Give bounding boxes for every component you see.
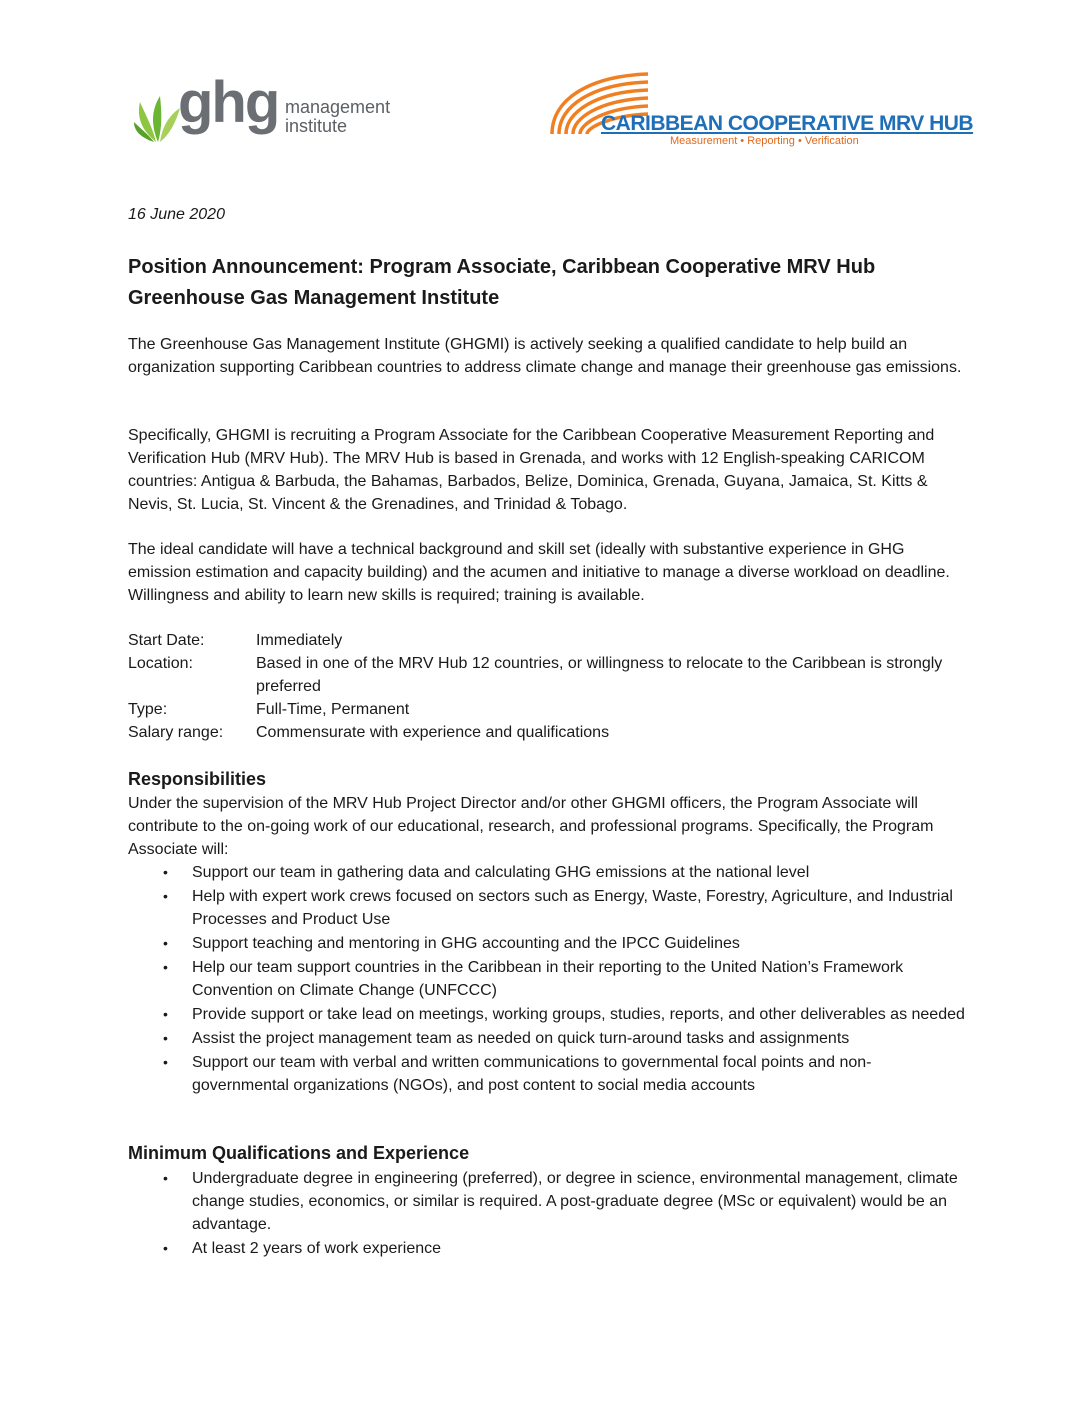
detail-label: Type: [128, 701, 168, 718]
ghg-logo-subtitle-line2: institute [285, 116, 348, 136]
detail-value: Commensurate with experience and qualifications [256, 724, 610, 741]
intro-paragraph: The Greenhouse Gas Management Institute (GHGMI) is actively seeking a qualified candidate to help build an organization supporting Caribbean countries to address climate change and manage their greenhouse gas emissions. [128, 336, 962, 376]
document-date: 16 June 2020 [128, 206, 225, 223]
leaf-icon [134, 92, 182, 144]
list-item [128, 956, 968, 1002]
list-item-text: Help our team support countries in the Caribbean in their reporting to the United Nation’s Framework Convention on Climate Change (UNFCCC) [192, 959, 904, 999]
list-item-text: Support our team with verbal and written communications to governmental focal points and non-governmental organizations (NGOs), and post content to social media accounts [192, 1054, 872, 1094]
candidate-paragraph: The ideal candidate will have a technical background and skill set (ideally with substantive experience in GHG emission estimation and capacity building) and the acumen and initiative to manage a diverse workload on deadline. Willingness and ability to learn new skills is required; training is available. [128, 541, 950, 604]
ghg-logo [134, 70, 404, 152]
detail-row-salary [128, 721, 968, 744]
list-item-text: Support our team in gathering data and calculating GHG emissions at the national level [192, 864, 810, 881]
responsibilities-intro: Under the supervision of the MRV Hub Project Director and/or other GHGMI officers, the Program Associate will contribute to the on-going work of our educational, research, and professional programs. Specifically, the Program Associate will: [128, 795, 934, 858]
bullet-icon: • [163, 935, 168, 951]
responsibilities-heading: Responsibilities [128, 769, 267, 789]
list-item [128, 932, 968, 955]
hub-paragraph: Specifically, GHGMI is recruiting a Program Associate for the Caribbean Cooperative Measurement Reporting and Verification Hub (MRV Hub). The MRV Hub is based in Grenada, and works with 12 English-speaking CARICOM countries: Antigua & Barbuda, the Bahamas, Barbados, Belize, Dominica, Grenada, Guyana, Jamaica, St. Kitts & Nevis, St. Lucia, St. Vincent & the Grenadines, and Trinidad & Tobago. [128, 427, 935, 513]
bullet-icon: • [163, 959, 168, 975]
ghg-logo-word: ghg [178, 70, 279, 135]
position-details [128, 629, 968, 744]
list-item-text: Help with expert work crews focused on sectors such as Energy, Waste, Forestry, Agriculture, and Industrial Processes and Product Use [192, 888, 953, 928]
list-item [128, 1003, 968, 1026]
list-item [128, 1237, 968, 1260]
detail-label: Salary range: [128, 724, 224, 741]
bullet-icon: • [163, 1170, 168, 1186]
detail-row-start-date [128, 629, 968, 652]
list-item [128, 861, 968, 884]
list-item-text: Undergraduate degree in engineering (preferred), or degree in science, environmental management, climate change studies, economics, or similar is required. A post-graduate degree (MSc or equivalent) would be an advantage. [192, 1170, 958, 1233]
list-item-text: Provide support or take lead on meetings, working groups, studies, reports, and other deliverables as needed [192, 1006, 965, 1023]
ghg-logo-subtitle-line1: management [285, 97, 391, 117]
mrv-hub-logo-tagline: Measurement • Reporting • Verification [670, 135, 859, 147]
ghg-logo-subtitle [285, 98, 390, 136]
qualifications-list [128, 1167, 968, 1261]
responsibilities-list [128, 861, 968, 1098]
list-item [128, 1051, 968, 1097]
bullet-icon: • [163, 1030, 168, 1046]
list-item-text: At least 2 years of work experience [192, 1240, 442, 1257]
bullet-icon: • [163, 888, 168, 904]
detail-row-location [128, 652, 968, 698]
detail-label: Start Date: [128, 632, 205, 649]
detail-label: Location: [128, 655, 193, 672]
detail-value: Based in one of the MRV Hub 12 countries, or willingness to relocate to the Caribbean is strongly preferred [256, 655, 943, 695]
detail-value: Immediately [256, 632, 343, 649]
bullet-icon: • [163, 1006, 168, 1022]
title-line-2: Greenhouse Gas Management Institute [128, 287, 500, 309]
list-item-text: Assist the project management team as needed on quick turn-around tasks and assignments [192, 1030, 850, 1047]
bullet-icon: • [163, 1054, 168, 1070]
list-item [128, 1167, 968, 1236]
document-title [128, 252, 978, 314]
list-item [128, 1027, 968, 1050]
list-item [128, 885, 968, 931]
mrv-hub-logo-title: CARIBBEAN COOPERATIVE MRV HUB [601, 112, 974, 135]
qualifications-heading: Minimum Qualifications and Experience [128, 1143, 470, 1163]
detail-value: Full-Time, Permanent [256, 701, 410, 718]
detail-row-type [128, 698, 968, 721]
bullet-icon: • [163, 864, 168, 880]
list-item-text: Support teaching and mentoring in GHG accounting and the IPCC Guidelines [192, 935, 740, 952]
title-line-1: Position Announcement: Program Associate, Caribbean Cooperative MRV Hub [128, 256, 876, 278]
bullet-icon: • [163, 1240, 168, 1256]
mrv-hub-logo [548, 70, 974, 154]
